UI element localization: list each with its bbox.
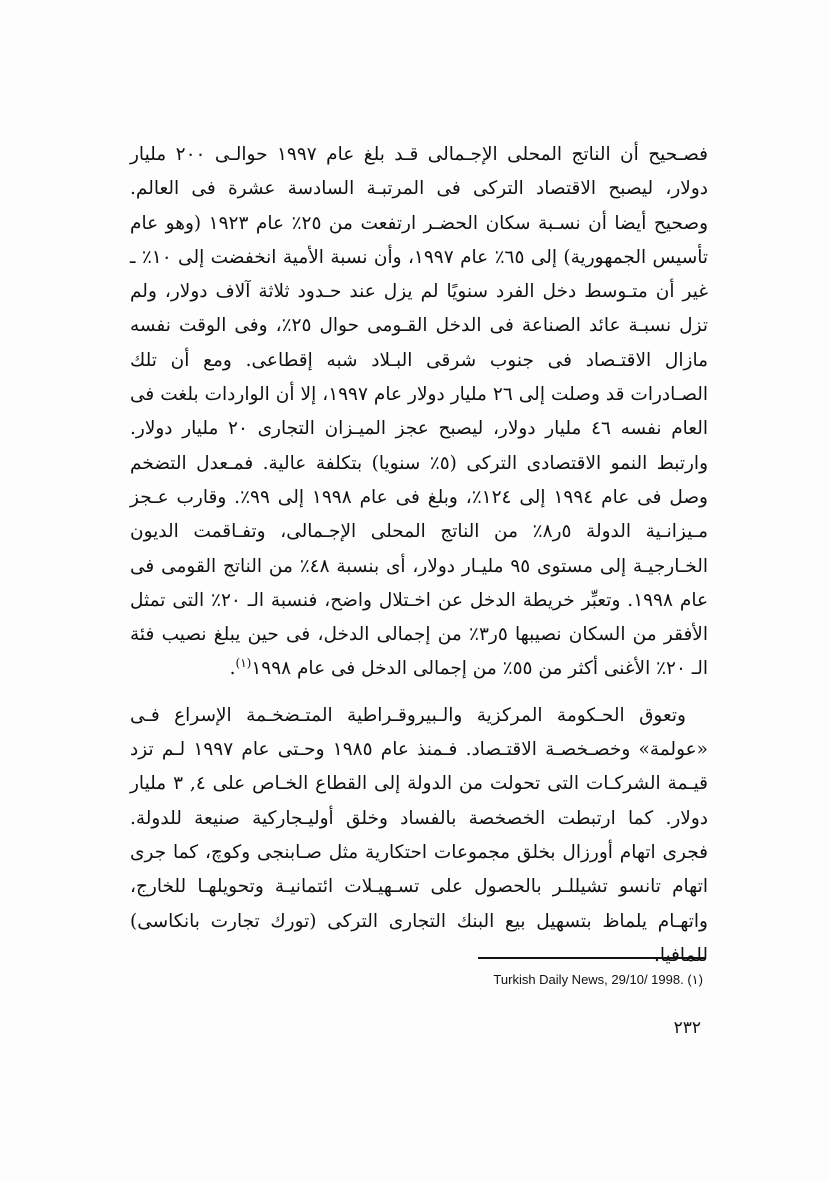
footnote-number: (١) [687, 972, 703, 987]
paragraph [130, 138, 708, 687]
paragraph-end-mark: . [229, 658, 236, 680]
footnote-separator [478, 957, 706, 959]
footnote [493, 972, 703, 988]
body-text [130, 138, 708, 973]
footnote-text: Turkish Daily News, 29/10/ 1998. [493, 972, 684, 987]
footnote-reference[interactable]: (١) [235, 656, 252, 671]
paragraph: وتعوق الحـكومة المركزية والـبيروقـراطية المتـضخـمة الإسراع فـى «عولمة» وخصـخصـة الاقتـصاد. فـمنذ عام ١٩٨٥ وحـتى عام ١٩٩٧ لـم تزد قيـمة الشركـات التى تحولت من الدولة إلى القطاع الخـاص على ٤, ٣ مليار دولار. كما ارتبطت الخصخصة بالفساد وخلق أوليـجاركية صنيعة للدولة. فجرى اتهام أورزال بخلق مجموعات احتكارية مثل صـابنجى وكوچ، كما جرى اتهام تانسو تشيللـر بالحصول على تسـهيـلات ائتمانيـة وتحويلهـا للخارج، واتهـام يلماظ بتسهيل بيع البنك التجارى التركى (تورك تجارت بانكاسى) للمافيا. [130, 704, 709, 966]
page-number: ٢٣٢ [673, 1018, 701, 1038]
paragraph-text: فصـحيح أن الناتج المحلى الإجـمالى قـد بلغ عام ١٩٩٧ حوالـى ٢٠٠ مليار دولار، ليصبح الاقتصاد التركى فى المرتبـة السادسة عشرة فى العالم. وصحيح أيضا أن نسـبة سكان الحضـر ارتفعت من ٢٥٪ عام ١٩٢٣ (وهو عام تأسيس الجمهورية) إلى ٦٥٪ عام ١٩٩٧، وأن نسبة الأمية انخفضت إلى ١٠٪ ـ غير أن متـوسط دخل الفرد سنويًا لم يزل عند حـدود ثلاثة آلاف دولار، ولم تزل نسبـة عائد الصناعة فى الدخل القـومى حوال ٢٥٪، وفى الوقت نفسه مازال الاقتـصاد فى جنوب شرقى البـلاد شبه إقطاعى. ومع أن تلك الصـادرات قد وصلت إلى ٢٦ مليار دولار عام ١٩٩٧، إلا أن الواردات بلغت فى العام نفسه ٤٦ مليار دولار، ليصبح عجز الميـزان التجارى ٢٠ مليار دولار. وارتبط النمو الاقتصادى التركى (٥٪ سنويا) بتكلفة عالية. فمـعدل التضخم وصل فى عام ١٩٩٤ إلى ١٢٤٪، وبلغ فى عام ١٩٩٨ إلى ٩٩٪. وقارب عـجز مـيزانـية الدولة ٥ر٨٪ من الناتج المحلى الإجـمالى، وتفـاقمت الديون الخـارجيـة إلى مستوى ٩٥ مليـار دولار، أى بنسبة ٤٨٪ من الناتج القومى فى عام ١٩٩٨. وتعبِّر خريطة الدخل عن اخـتلال واضح، فنسبة الـ ٢٠٪ التى تمثل الأفقر من السكان نصيبها ٥ر٣٪ من إجمالى الدخل، فى حين يبلغ نصيب فئة الـ ٢٠٪ الأغنى أكثر من ٥٥٪ من إجمالى الدخل فى عام ١٩٩٨ [130, 144, 709, 680]
